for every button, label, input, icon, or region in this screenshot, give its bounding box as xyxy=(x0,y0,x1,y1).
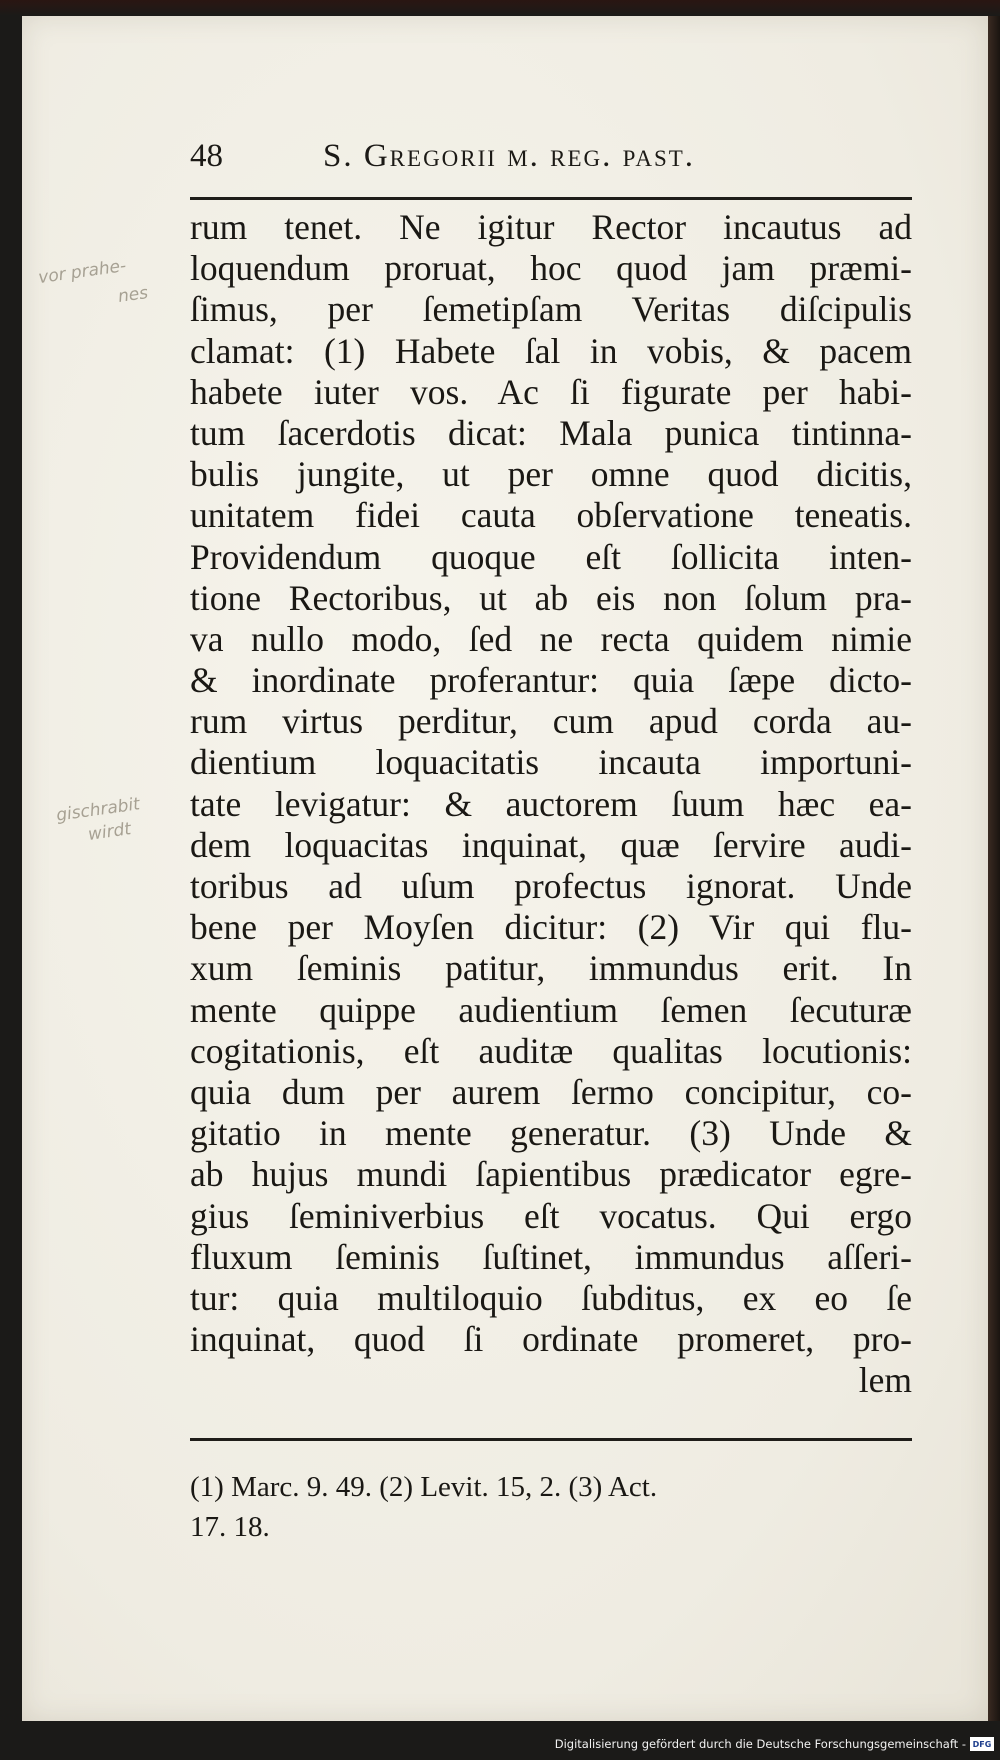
text-line: inquinat, quod ſi ordinate promeret, pro- xyxy=(190,1319,912,1360)
running-title: S. Gregorii m. reg. past. xyxy=(323,138,696,174)
text-line-catchword: lem xyxy=(858,1360,912,1401)
text-line: tione Rectoribus, ut ab eis non ſolum pra- xyxy=(190,577,912,618)
footnotes xyxy=(190,1467,912,1547)
text-line: & inordinate proferantur: quia ſæpe dicto- xyxy=(190,660,912,701)
text-line: rum virtus perditur, cum apud corda au- xyxy=(190,701,912,742)
text-line: tur: quia multiloquio ſubditus, ex eo ſe xyxy=(190,1277,912,1318)
text-line: xum ſeminis patitur, immundus erit. In xyxy=(190,948,912,989)
body-text xyxy=(190,207,912,1401)
text-line: loquendum proruat, hoc quod jam præmi- xyxy=(190,248,912,289)
text-line: habete iuter vos. Ac ſi figurate per habi- xyxy=(190,371,912,412)
footnote-line: (1) Marc. 9. 49. (2) Levit. 15, 2. (3) Act. xyxy=(190,1471,658,1503)
text-line: tate levigatur: & auctorem ſuum hæc ea- xyxy=(190,783,912,824)
text-line: rum tenet. Ne igitur Rector incautus ad xyxy=(190,207,912,247)
text-line: clamat: (1) Habete ſal in vobis, & pacem xyxy=(190,330,912,371)
text-line: fluxum ſeminis ſuſtinet, immundus aſſeri- xyxy=(190,1236,912,1277)
text-line: dem loquacitas inquinat, quæ ſervire audi- xyxy=(190,824,912,865)
text-line: gitatio in mente generatur. (3) Unde & xyxy=(190,1113,912,1154)
text-line: quia dum per aurem ſermo concipitur, co- xyxy=(190,1071,912,1112)
credit-text: Digitalisierung gefördert durch die Deutsche Forschungsgemeinschaft - xyxy=(554,1737,966,1751)
text-line: bene per Moyſen dicitur: (2) Vir qui flu- xyxy=(190,907,912,948)
text-line: Providendum quoque eſt ſollicita inten- xyxy=(190,536,912,577)
text-line: bulis jungite, ut per omne quod dicitis, xyxy=(190,454,912,495)
text-line: dientium loquacitatis incauta importuni- xyxy=(190,742,912,783)
margin-note: wirdt xyxy=(86,819,133,845)
text-line: ab hujus mundi ſapientibus prædicator egre- xyxy=(190,1154,912,1195)
margin-note: nes xyxy=(116,283,150,307)
scan-top-edge xyxy=(0,0,1000,16)
text-line: tum ſacerdotis dicat: Mala punica tintinna- xyxy=(190,412,912,453)
footnote-rule xyxy=(190,1438,912,1441)
margin-note: vor prahe- xyxy=(37,255,128,289)
digitization-credit xyxy=(555,1733,994,1755)
text-line: cogitationis, eſt auditæ qualitas locutionis: xyxy=(190,1030,912,1071)
text-line: gius ſeminiverbius eſt vocatus. Qui ergo xyxy=(190,1195,912,1236)
text-line: mente quippe audientium ſemen ſecuturæ xyxy=(190,989,912,1030)
margin-note: gischrabit xyxy=(55,794,142,826)
dfg-logo: DFG xyxy=(970,1737,994,1751)
text-line: unitatem fidei cauta obſervatione teneatis. xyxy=(190,495,912,536)
page-edge xyxy=(988,16,1000,1721)
footnote-line: 17. 18. xyxy=(190,1511,270,1543)
header-rule xyxy=(190,197,912,200)
text-line: va nullo modo, ſed ne recta quidem nimie xyxy=(190,618,912,659)
running-header xyxy=(190,138,910,182)
text-line: toribus ad uſum profectus ignorat. Unde xyxy=(190,866,912,906)
page-number: 48 xyxy=(190,138,223,174)
text-line: ſimus, per ſemetipſam Veritas diſcipulis xyxy=(190,289,912,330)
